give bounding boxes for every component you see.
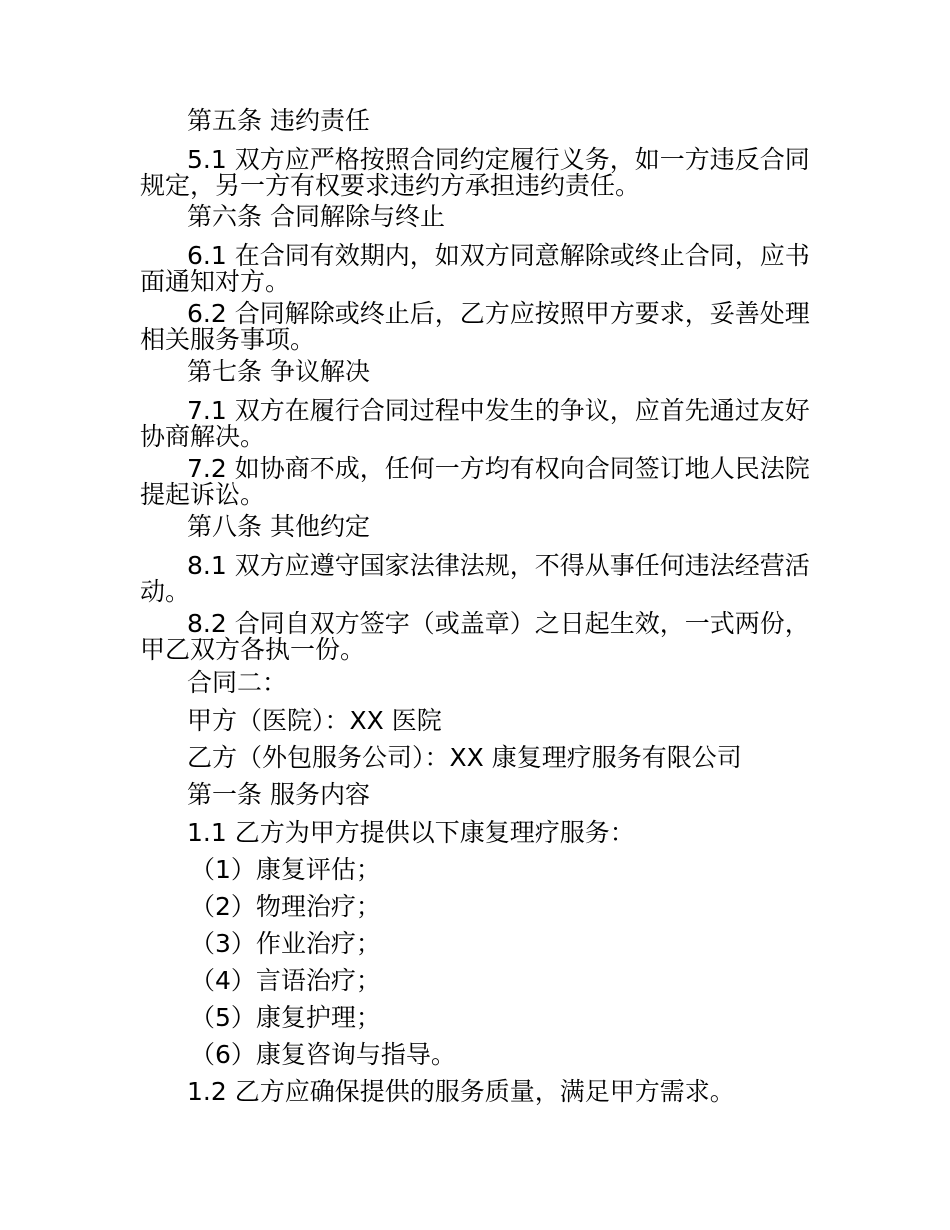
clause-5-1-line-1: 5.1 双方应严格按照合同约定履行义务，如一方违反合同 xyxy=(187,145,810,174)
clause-8-1 xyxy=(140,553,810,605)
clause-5-1 xyxy=(140,147,810,199)
clause-6-1-line-2: 面通知对方。 xyxy=(140,267,291,296)
clause-1-1: 1.1 乙方为甲方提供以下康复理疗服务： xyxy=(187,818,635,847)
service-item: （4）言语治疗； xyxy=(190,966,381,995)
article-6-heading: 第六条 合同解除与终止 xyxy=(187,202,445,231)
service-item: （1）康复评估； xyxy=(190,855,381,884)
clause-8-2-line-1: 8.2 合同自双方签字（或盖章）之日起生效，一式两份， xyxy=(187,609,810,638)
clause-8-1-line-2: 动。 xyxy=(140,577,191,606)
clause-6-1 xyxy=(140,243,810,295)
service-item: （5）康复护理； xyxy=(190,1003,381,1032)
clause-5-1-line-2: 规定，另一方有权要求违约方承担违约责任。 xyxy=(140,171,641,200)
contract-two-heading: 合同二： xyxy=(187,668,288,697)
clause-1-2: 1.2 乙方应确保提供的服务质量，满足甲方需求。 xyxy=(187,1077,735,1106)
clause-7-1-line-2: 协商解决。 xyxy=(140,422,266,451)
clause-6-2 xyxy=(140,301,810,353)
clause-7-2 xyxy=(140,456,810,508)
party-a: 甲方（医院）：XX 医院 xyxy=(187,706,442,735)
article-7-heading: 第七条 争议解决 xyxy=(187,357,370,386)
clause-7-1-line-1: 7.1 双方在履行合同过程中发生的争议，应首先通过友好 xyxy=(187,396,810,425)
service-item: （6）康复咨询与指导。 xyxy=(190,1040,456,1069)
clause-7-2-line-2: 提起诉讼。 xyxy=(140,480,266,509)
clause-7-2-line-1: 7.2 如协商不成，任何一方均有权向合同签订地人民法院 xyxy=(187,454,810,483)
clause-7-1 xyxy=(140,398,810,450)
clause-6-1-line-1: 6.1 在合同有效期内，如双方同意解除或终止合同，应书 xyxy=(187,241,810,270)
clause-6-2-line-2: 相关服务事项。 xyxy=(140,325,316,354)
clause-6-2-line-1: 6.2 合同解除或终止后，乙方应按照甲方要求，妥善处理 xyxy=(187,299,810,328)
clause-8-2-line-2: 甲乙双方各执一份。 xyxy=(140,635,366,664)
party-b: 乙方（外包服务公司）：XX 康复理疗服务有限公司 xyxy=(187,743,742,772)
clause-8-2 xyxy=(140,611,810,663)
article-8-heading: 第八条 其他约定 xyxy=(187,512,370,541)
article-1-heading: 第一条 服务内容 xyxy=(187,780,370,809)
service-item: （3）作业治疗； xyxy=(190,929,381,958)
clause-8-1-line-1: 8.1 双方应遵守国家法律法规，不得从事任何违法经营活 xyxy=(187,551,810,580)
article-5-heading: 第五条 违约责任 xyxy=(187,106,370,135)
service-item: （2）物理治疗； xyxy=(190,892,381,921)
